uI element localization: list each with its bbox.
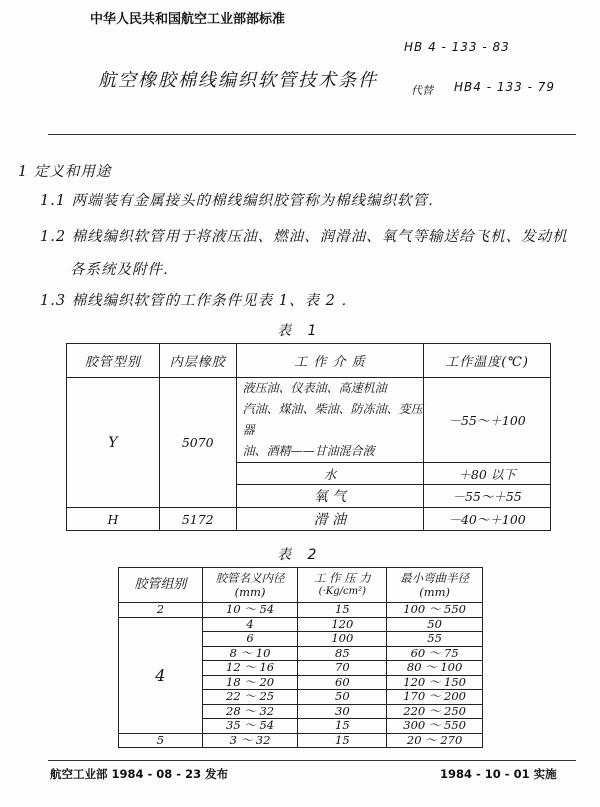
paragraph-1-1: 1.1 两端装有金属接头的棉线编织胶管称为棉线编织软管． bbox=[40, 193, 444, 209]
table1 bbox=[66, 343, 551, 531]
radius-cell: 20 ～ 270 bbox=[387, 733, 483, 748]
table2-header bbox=[202, 568, 298, 603]
media-cell: 氧 气 bbox=[236, 485, 424, 508]
table2 bbox=[118, 567, 483, 748]
rubber-cell: 5172 bbox=[159, 508, 236, 531]
pressure-cell: 85 bbox=[298, 646, 387, 661]
hose-type-cell: H bbox=[67, 508, 160, 531]
radius-cell: 55 bbox=[387, 632, 483, 647]
pressure-cell: 70 bbox=[298, 661, 387, 676]
pressure-cell: 30 bbox=[298, 704, 387, 719]
diameter-cell: 3 ～ 32 bbox=[202, 733, 298, 748]
pressure-cell: 15 bbox=[298, 719, 387, 734]
issue-date: 航空工业部 1984 - 08 - 23 发布 bbox=[50, 767, 229, 781]
radius-cell: 100 ～ 550 bbox=[387, 603, 483, 618]
table2-header-row bbox=[119, 568, 483, 603]
diameter-cell: 18 ～ 20 bbox=[202, 675, 298, 690]
paragraph-1-2-line2: 各系统及附件． bbox=[70, 262, 179, 278]
header-unit: (·Kg/cm²) bbox=[318, 586, 366, 597]
media-line: 汽油、煤油、柴油、防冻油、变压器 bbox=[242, 402, 423, 437]
diameter-cell: 6 bbox=[202, 632, 298, 647]
header-label: 最小弯曲半径 bbox=[400, 571, 470, 585]
table1-caption: 表 1 bbox=[277, 323, 323, 339]
table-row bbox=[119, 617, 483, 632]
header-divider bbox=[48, 134, 576, 135]
rubber-cell: 5070 bbox=[159, 378, 236, 508]
radius-cell: 50 bbox=[387, 617, 483, 632]
diameter-cell: 35 ～ 54 bbox=[202, 719, 298, 734]
pressure-cell: 15 bbox=[298, 603, 387, 618]
standard-organization: 中华人民共和国航空工业部部标准 bbox=[90, 12, 286, 27]
pressure-cell: 120 bbox=[298, 617, 387, 632]
replaces-label: 代替 bbox=[411, 84, 433, 97]
paragraph-1-3: 1.3 棉线编织软管的工作条件见表 1、表 2 ． bbox=[40, 293, 357, 309]
temperature-cell: －55～＋55 bbox=[424, 485, 551, 508]
media-cell: 水 bbox=[236, 463, 424, 485]
replaces-code: HB4 - 133 - 79 bbox=[454, 80, 555, 94]
pressure-cell: 60 bbox=[298, 675, 387, 690]
radius-cell: 300 ～ 550 bbox=[387, 719, 483, 734]
standard-code: HB 4 - 133 - 83 bbox=[404, 40, 510, 54]
table1-header: 内层橡胶 bbox=[159, 344, 236, 378]
radius-cell: 120 ～ 150 bbox=[387, 675, 483, 690]
header-label: 胶管名义内径 bbox=[215, 571, 285, 585]
radius-cell: 80 ～ 100 bbox=[387, 661, 483, 676]
effective-date: 1984 - 10 - 01 实施 bbox=[440, 767, 557, 781]
media-line: 液压油、仪表油、高速机油 bbox=[242, 381, 387, 395]
radius-cell: 220 ～ 250 bbox=[387, 704, 483, 719]
header-label: 工 作 压 力 bbox=[313, 571, 371, 585]
diameter-cell: 28 ～ 32 bbox=[202, 704, 298, 719]
footer-divider bbox=[48, 760, 576, 761]
diameter-cell: 4 bbox=[202, 617, 298, 632]
document-title: 航空橡胶棉线编织软管技术条件 bbox=[98, 70, 378, 91]
table-row bbox=[119, 733, 483, 748]
group-cell: 5 bbox=[119, 733, 203, 748]
diameter-cell: 22 ～ 25 bbox=[202, 690, 298, 705]
table1-header: 工 作 介 质 bbox=[236, 344, 424, 378]
temperature-cell: ＋80 以下 bbox=[424, 463, 551, 485]
table-row bbox=[67, 508, 551, 531]
group-cell: 4 bbox=[119, 617, 203, 733]
paragraph-1-2-line1: 1.2 棉线编织软管用于将液压油、燃油、润滑油、氧气等输送给飞机、发动机 bbox=[40, 229, 568, 245]
diameter-cell: 12 ～ 16 bbox=[202, 661, 298, 676]
radius-cell: 170 ～ 200 bbox=[387, 690, 483, 705]
table1-header: 工作温度(℃) bbox=[424, 344, 551, 378]
table2-caption: 表 2 bbox=[277, 547, 323, 563]
diameter-cell: 8 ～ 10 bbox=[202, 646, 298, 661]
temperature-cell: －55～＋100 bbox=[424, 378, 551, 463]
table1-header-row bbox=[67, 344, 551, 378]
media-cell: 滑 油 bbox=[236, 508, 424, 531]
temperature-cell: －40～＋100 bbox=[424, 508, 551, 531]
section-heading: 1 定义和用途 bbox=[18, 164, 112, 180]
diameter-cell: 10 ～ 54 bbox=[202, 603, 298, 618]
table-row bbox=[67, 378, 551, 463]
hose-type-cell: Y bbox=[67, 378, 160, 508]
table2-header: 胶管组别 bbox=[119, 568, 203, 603]
pressure-cell: 100 bbox=[298, 632, 387, 647]
pressure-cell: 50 bbox=[298, 690, 387, 705]
pressure-cell: 15 bbox=[298, 733, 387, 748]
group-cell: 2 bbox=[119, 603, 203, 618]
media-cell bbox=[236, 378, 424, 463]
header-unit: (mm) bbox=[234, 585, 266, 599]
table2-header bbox=[298, 568, 387, 603]
table1-header: 胶管型别 bbox=[67, 344, 160, 378]
header-unit: (mm) bbox=[419, 585, 451, 599]
media-line: 油、酒精——甘油混合液 bbox=[242, 444, 375, 458]
table-row bbox=[119, 603, 483, 618]
radius-cell: 60 ～ 75 bbox=[387, 646, 483, 661]
table2-header bbox=[387, 568, 483, 603]
